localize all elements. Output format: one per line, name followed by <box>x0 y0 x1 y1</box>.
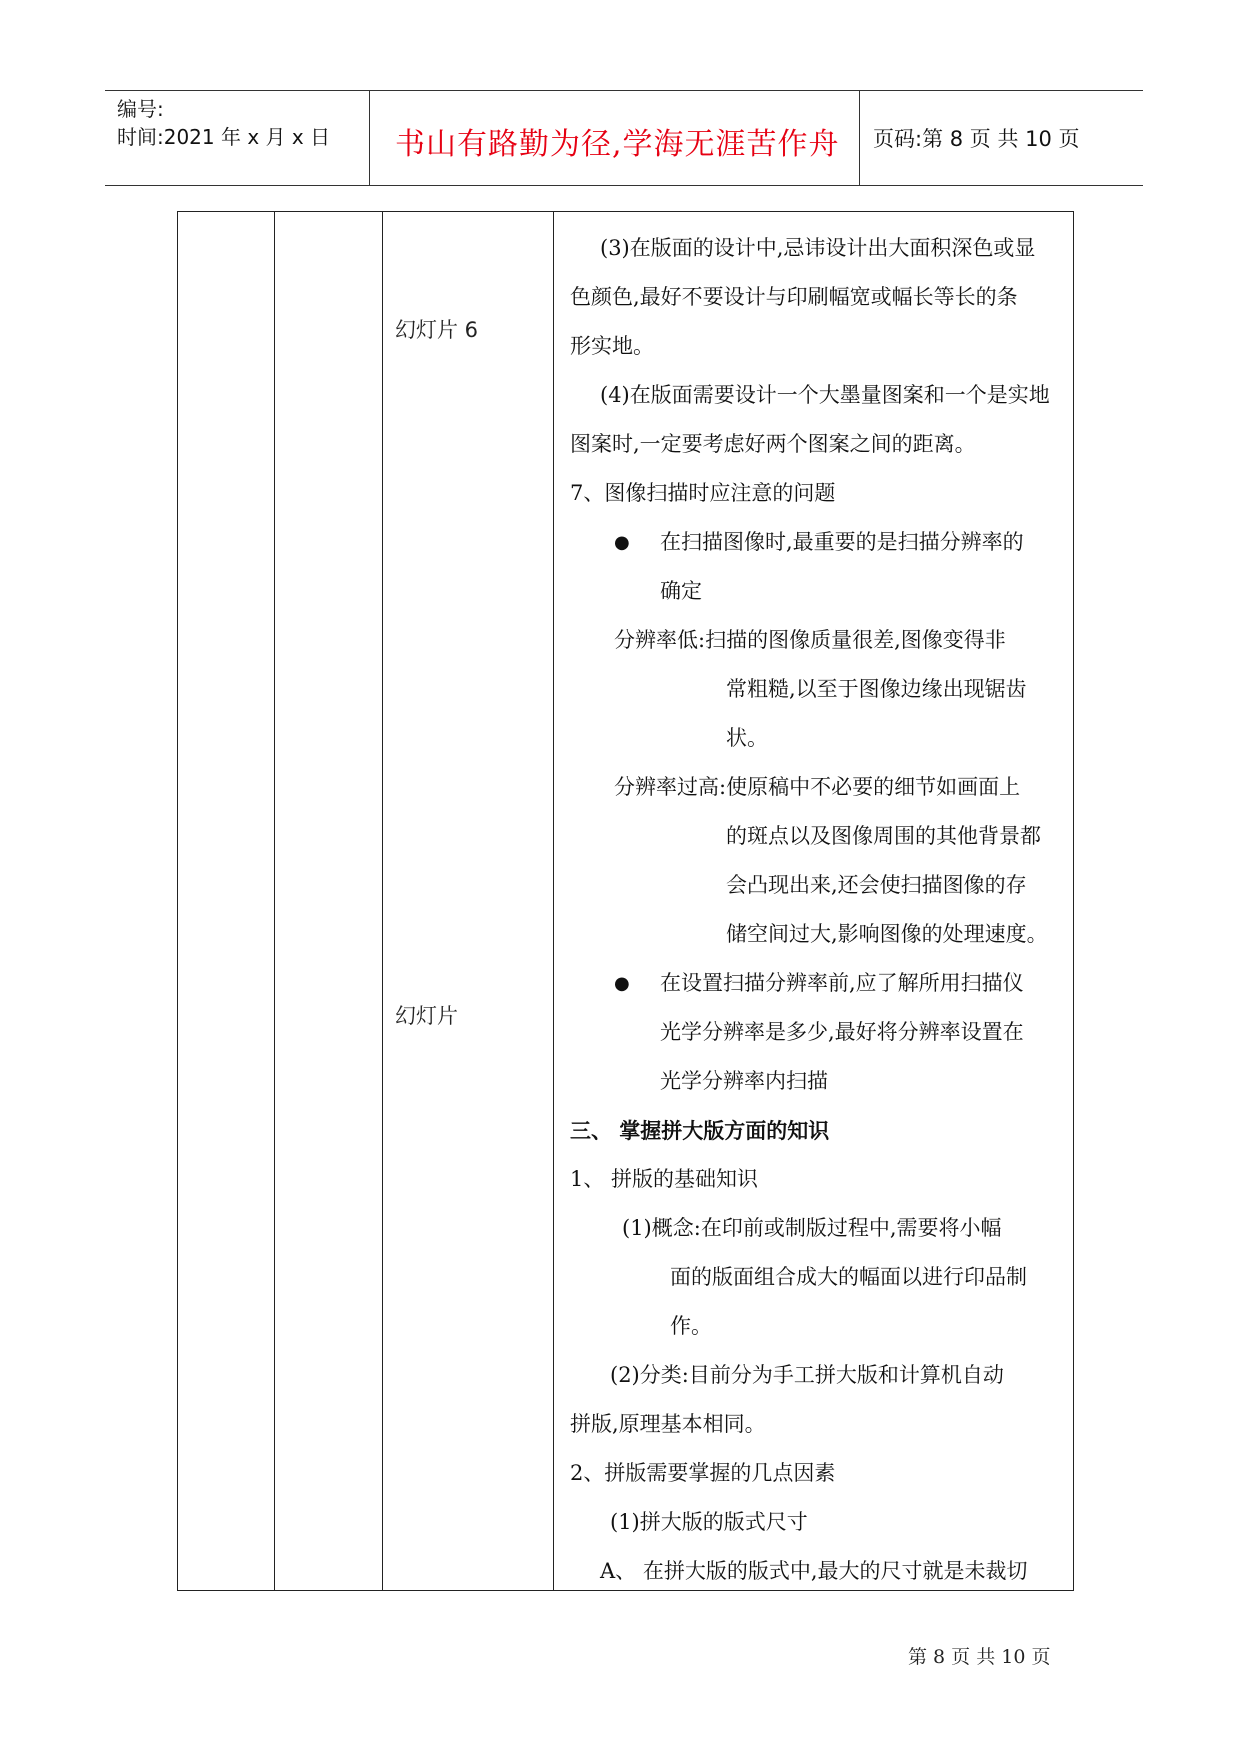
text-line: 确定 <box>660 579 702 603</box>
text-line: 的斑点以及图像周围的其他背景都 <box>726 824 1041 848</box>
bullet-text: 在扫描图像时,最重要的是扫描分辨率的 <box>660 530 1024 554</box>
text-line: (1)拼大版的版式尺寸 <box>610 1510 808 1534</box>
text-line: (4)在版面需要设计一个大墨量图案和一个是实地 <box>600 383 1050 407</box>
section-heading: 三、 掌握拼大版方面的知识 <box>570 1118 830 1143</box>
header-meta-cell <box>105 91 370 185</box>
content-column <box>570 224 1060 1596</box>
time-label: 时间:2021 年 x 月 x 日 <box>117 125 331 149</box>
header-page-label: 页码:第 8 页 共 10 页 <box>873 127 1080 151</box>
text-line: 储空间过大,影响图像的处理速度。 <box>726 922 1048 946</box>
bullet-item <box>570 518 1060 567</box>
text-line: 作。 <box>670 1314 712 1338</box>
bullet-icon: ● <box>614 532 630 553</box>
text-line: 会凸现出来,还会使扫描图像的存 <box>726 873 1027 897</box>
slide-label: 幻灯片 6 <box>395 318 479 342</box>
footer-page-number: 第 8 页 共 10 页 <box>908 1646 1051 1668</box>
column-divider <box>274 212 275 1590</box>
motto: 书山有路勤为径,学海无涯苦作舟 <box>395 127 840 162</box>
text-line: 光学分辨率是多少,最好将分辨率设置在 <box>660 1020 1024 1044</box>
text-line: 光学分辨率内扫描 <box>660 1069 828 1093</box>
text-line: 形实地。 <box>570 334 654 358</box>
code-label: 编号: <box>117 97 164 121</box>
text-line: 色颜色,最好不要设计与印刷幅宽或幅长等长的条 <box>570 285 1018 309</box>
slide-label: 幻灯片 <box>395 1004 458 1028</box>
text-line: (1)概念:在印前或制版过程中,需要将小幅 <box>622 1216 1002 1240</box>
column-divider <box>382 212 383 1590</box>
text-line: 拼版,原理基本相同。 <box>570 1412 766 1436</box>
bullet-icon: ● <box>614 973 630 994</box>
text-line: (2)分类:目前分为手工拼大版和计算机自动 <box>610 1363 1004 1387</box>
subsection-heading: 2、拼版需要掌握的几点因素 <box>570 1461 836 1485</box>
text-line: 7、图像扫描时应注意的问题 <box>570 481 836 505</box>
bullet-text: 在设置扫描分辨率前,应了解所用扫描仪 <box>660 971 1024 995</box>
content-table <box>177 211 1074 1591</box>
header-motto-cell <box>369 91 860 185</box>
text-line: 面的版面组合成大的幅面以进行印品制 <box>670 1265 1027 1289</box>
text-line: 常粗糙,以至于图像边缘出现锯齿 <box>726 677 1027 701</box>
column-divider <box>553 212 554 1590</box>
page-header <box>105 90 1143 186</box>
subsection-heading: 1、 拼版的基础知识 <box>570 1167 759 1191</box>
text-line: 状。 <box>726 726 768 750</box>
text-line: 图案时,一定要考虑好两个图案之间的距离。 <box>570 432 976 456</box>
text-line: 分辨率低:扫描的图像质量很差,图像变得非 <box>614 628 1006 652</box>
text-line: 分辨率过高:使原稿中不必要的细节如画面上 <box>614 775 1021 799</box>
header-page-cell <box>859 91 1143 185</box>
bullet-item <box>570 959 1060 1008</box>
text-line: (3)在版面的设计中,忌讳设计出大面积深色或显 <box>600 236 1036 260</box>
text-line: A、 在拼大版的版式中,最大的尺寸就是未裁切 <box>600 1559 1028 1583</box>
